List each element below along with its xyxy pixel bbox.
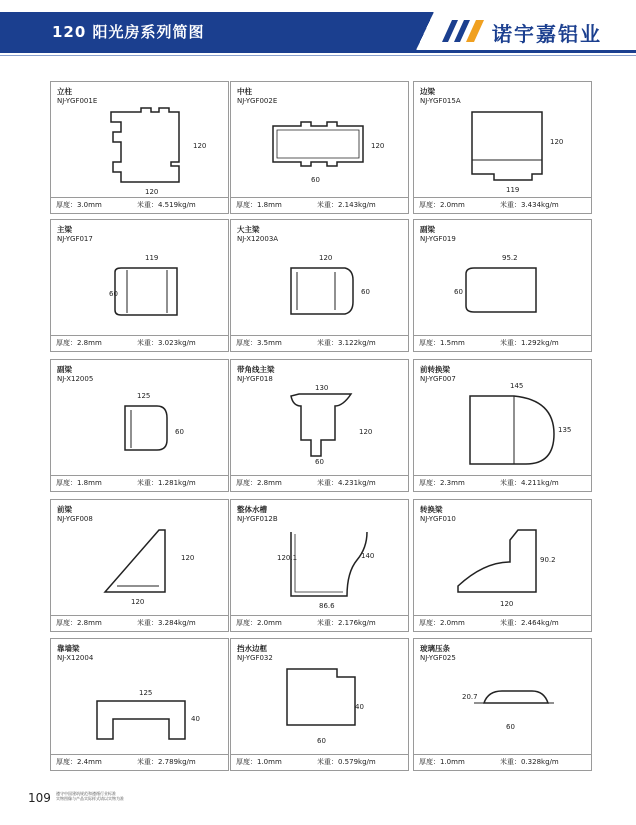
- page-header: [0, 0, 636, 60]
- profile-code: NJ-YGF025: [420, 654, 456, 662]
- profile-specs: [231, 198, 408, 213]
- profile-code: NJ-YGF019: [420, 235, 456, 243]
- profile-drawing: [51, 639, 228, 754]
- profile-specs: [231, 616, 408, 631]
- profile-card: [50, 219, 229, 352]
- profile-card: [50, 359, 229, 492]
- profile-name: 副梁: [420, 225, 435, 234]
- profile-box: [231, 220, 408, 336]
- profile-box: [414, 639, 591, 755]
- profile-name: 玻璃压条: [420, 644, 450, 653]
- dimension-label: 125: [139, 689, 153, 697]
- profile-box: [231, 360, 408, 476]
- dimension-label: 120: [359, 428, 373, 436]
- dimension-label: 140: [361, 552, 375, 560]
- profile-card: [413, 359, 592, 492]
- weight-spec: 米重：3.023kg/m: [137, 339, 196, 347]
- header-stripe-thin: [0, 55, 636, 56]
- weight-spec: 米重：3.284kg/m: [137, 619, 196, 627]
- profile-box: [51, 360, 228, 476]
- profile-drawing: [231, 360, 408, 475]
- profile-drawing: [231, 220, 408, 335]
- brand-name: 诺宇嘉铝业: [492, 22, 602, 46]
- dimension-label: 119: [145, 254, 159, 262]
- profile-specs: [51, 336, 228, 351]
- thickness-spec: 厚度：2.4mm: [56, 758, 102, 766]
- dimension-label: 95.2: [502, 254, 518, 262]
- profile-drawing: [414, 220, 591, 335]
- thickness-spec: 厚度：1.8mm: [56, 479, 102, 487]
- dimension-label: 40: [191, 715, 200, 723]
- profile-box: [51, 639, 228, 755]
- dimension-label: 60: [317, 737, 326, 745]
- profile-card: [50, 81, 229, 214]
- thickness-spec: 厚度：1.0mm: [236, 758, 282, 766]
- thickness-spec: 厚度：2.8mm: [56, 339, 102, 347]
- thickness-spec: 厚度：2.3mm: [419, 479, 465, 487]
- thickness-spec: 厚度：2.0mm: [419, 201, 465, 209]
- footer-note-line1: 遵守中国建筑规范和遵循行业标准: [56, 791, 116, 796]
- dimension-label: 119: [506, 186, 520, 194]
- profile-box: [51, 220, 228, 336]
- weight-spec: 米重：0.579kg/m: [317, 758, 376, 766]
- weight-spec: 米重：1.292kg/m: [500, 339, 559, 347]
- profile-card: [413, 499, 592, 632]
- profile-box: [414, 220, 591, 336]
- profile-name: 大主梁: [237, 225, 260, 234]
- profile-name: 中柱: [237, 87, 252, 96]
- dimension-label: 120: [131, 598, 145, 606]
- dimension-label: 130: [315, 384, 329, 392]
- profile-code: NJ-YGF018: [237, 375, 273, 383]
- profile-specs: [414, 476, 591, 491]
- profile-code: NJ-YGF032: [237, 654, 273, 662]
- profile-name: 前梁: [57, 505, 72, 514]
- profile-card: [50, 638, 229, 771]
- profile-code: NJ-YGF008: [57, 515, 93, 523]
- dimension-label: 60: [311, 176, 320, 184]
- profile-box: [231, 82, 408, 198]
- footer-note: [56, 791, 256, 801]
- profile-drawing: [51, 82, 228, 197]
- dimension-label: 120: [319, 254, 333, 262]
- dimension-label: 120.1: [277, 554, 298, 562]
- profile-card: [230, 359, 409, 492]
- profile-drawing: [414, 82, 591, 197]
- weight-spec: 米重：2.143kg/m: [317, 201, 376, 209]
- weight-spec: 米重：4.211kg/m: [500, 479, 559, 487]
- profile-name: 带角线主梁: [237, 365, 275, 374]
- profile-name: 挡水边框: [237, 644, 267, 653]
- profile-card: [413, 81, 592, 214]
- profile-name: 立柱: [57, 87, 72, 96]
- profile-box: [414, 360, 591, 476]
- dimension-label: 60: [109, 290, 118, 298]
- page-title: 120 阳光房系列简图: [52, 23, 205, 41]
- dimension-label: 120: [550, 138, 564, 146]
- dimension-label: 86.6: [319, 602, 335, 610]
- footer-note-line2: 实物图像与产品实际样式请以实物为准: [56, 796, 124, 801]
- profile-specs: [414, 755, 591, 770]
- thickness-spec: 厚度：1.5mm: [419, 339, 465, 347]
- profile-card: [230, 638, 409, 771]
- dimension-label: 120: [500, 600, 514, 608]
- dimension-label: 40: [355, 703, 364, 711]
- profile-drawing: [231, 82, 408, 197]
- dimension-label: 60: [454, 288, 463, 296]
- profile-drawing: [414, 500, 591, 615]
- weight-spec: 米重：0.328kg/m: [500, 758, 559, 766]
- dimension-label: 145: [510, 382, 524, 390]
- weight-spec: 米重：2.464kg/m: [500, 619, 559, 627]
- profile-box: [414, 82, 591, 198]
- profile-drawing: [414, 360, 591, 475]
- profile-specs: [51, 755, 228, 770]
- profile-code: NJ-YGF015A: [420, 97, 461, 105]
- profile-drawing: [231, 639, 408, 754]
- dimension-label: 20.7: [462, 693, 478, 701]
- header-stripe: [0, 50, 636, 53]
- dimension-label: 90.2: [540, 556, 556, 564]
- profile-card: [413, 219, 592, 352]
- profile-box: [51, 500, 228, 616]
- dimension-label: 60: [175, 428, 184, 436]
- brand-logo-icon: [440, 16, 490, 46]
- thickness-spec: 厚度：3.0mm: [56, 201, 102, 209]
- weight-spec: 米重：2.789kg/m: [137, 758, 196, 766]
- profile-box: [231, 500, 408, 616]
- profile-card: [230, 499, 409, 632]
- profile-name: 前转换梁: [420, 365, 450, 374]
- profile-specs: [231, 336, 408, 351]
- profile-drawing: [414, 639, 591, 754]
- thickness-spec: 厚度：1.0mm: [419, 758, 465, 766]
- profile-specs: [51, 476, 228, 491]
- dimension-label: 120: [371, 142, 385, 150]
- dimension-label: 60: [506, 723, 515, 731]
- thickness-spec: 厚度：2.0mm: [419, 619, 465, 627]
- weight-spec: 米重：3.122kg/m: [317, 339, 376, 347]
- profile-code: NJ-YGF007: [420, 375, 456, 383]
- header-band-slant: [405, 12, 445, 50]
- dimension-label: 120: [193, 142, 207, 150]
- dimension-label: 60: [361, 288, 370, 296]
- profile-box: [414, 500, 591, 616]
- thickness-spec: 厚度：2.0mm: [236, 619, 282, 627]
- profile-code: NJ-YGF017: [57, 235, 93, 243]
- profile-specs: [414, 198, 591, 213]
- thickness-spec: 厚度：2.8mm: [236, 479, 282, 487]
- weight-spec: 米重：1.281kg/m: [137, 479, 196, 487]
- profile-code: NJ-YGF001E: [57, 97, 98, 105]
- weight-spec: 米重：3.434kg/m: [500, 201, 559, 209]
- profile-code: NJ-X12004: [57, 654, 94, 662]
- weight-spec: 米重：2.176kg/m: [317, 619, 376, 627]
- profile-drawing: [51, 500, 228, 615]
- profile-code: NJ-X12003A: [237, 235, 279, 243]
- profile-drawing: [51, 220, 228, 335]
- profile-name: 主梁: [57, 225, 72, 234]
- profile-card: [230, 81, 409, 214]
- profile-code: NJ-YGF002E: [237, 97, 278, 105]
- dimension-label: 60: [315, 458, 324, 466]
- profile-specs: [414, 616, 591, 631]
- dimension-label: 135: [558, 426, 572, 434]
- dimension-label: 120: [181, 554, 195, 562]
- profile-specs: [51, 616, 228, 631]
- dimension-label: 125: [137, 392, 151, 400]
- profile-name: 副梁: [57, 365, 72, 374]
- weight-spec: 米重：4.519kg/m: [137, 201, 196, 209]
- profile-code: NJ-YGF012B: [237, 515, 278, 523]
- thickness-spec: 厚度：1.8mm: [236, 201, 282, 209]
- profile-name: 整体水槽: [237, 505, 267, 514]
- brand-logo: [440, 16, 630, 48]
- profile-code: NJ-X12005: [57, 375, 94, 383]
- thickness-spec: 厚度：2.8mm: [56, 619, 102, 627]
- profile-box: [231, 639, 408, 755]
- profile-drawing: [231, 500, 408, 615]
- profile-specs: [51, 198, 228, 213]
- page-number: 109: [28, 791, 51, 805]
- dimension-label: 120: [145, 188, 159, 196]
- profile-card: [50, 499, 229, 632]
- profile-name: 靠墙梁: [57, 644, 80, 653]
- profile-card: [230, 219, 409, 352]
- profile-box: [51, 82, 228, 198]
- weight-spec: 米重：4.231kg/m: [317, 479, 376, 487]
- profile-specs: [414, 336, 591, 351]
- profile-code: NJ-YGF010: [420, 515, 456, 523]
- profile-specs: [231, 476, 408, 491]
- profile-name: 边梁: [420, 87, 435, 96]
- thickness-spec: 厚度：3.5mm: [236, 339, 282, 347]
- profile-drawing: [51, 360, 228, 475]
- profile-card: [413, 638, 592, 771]
- profile-specs: [231, 755, 408, 770]
- profile-name: 转换梁: [420, 505, 443, 514]
